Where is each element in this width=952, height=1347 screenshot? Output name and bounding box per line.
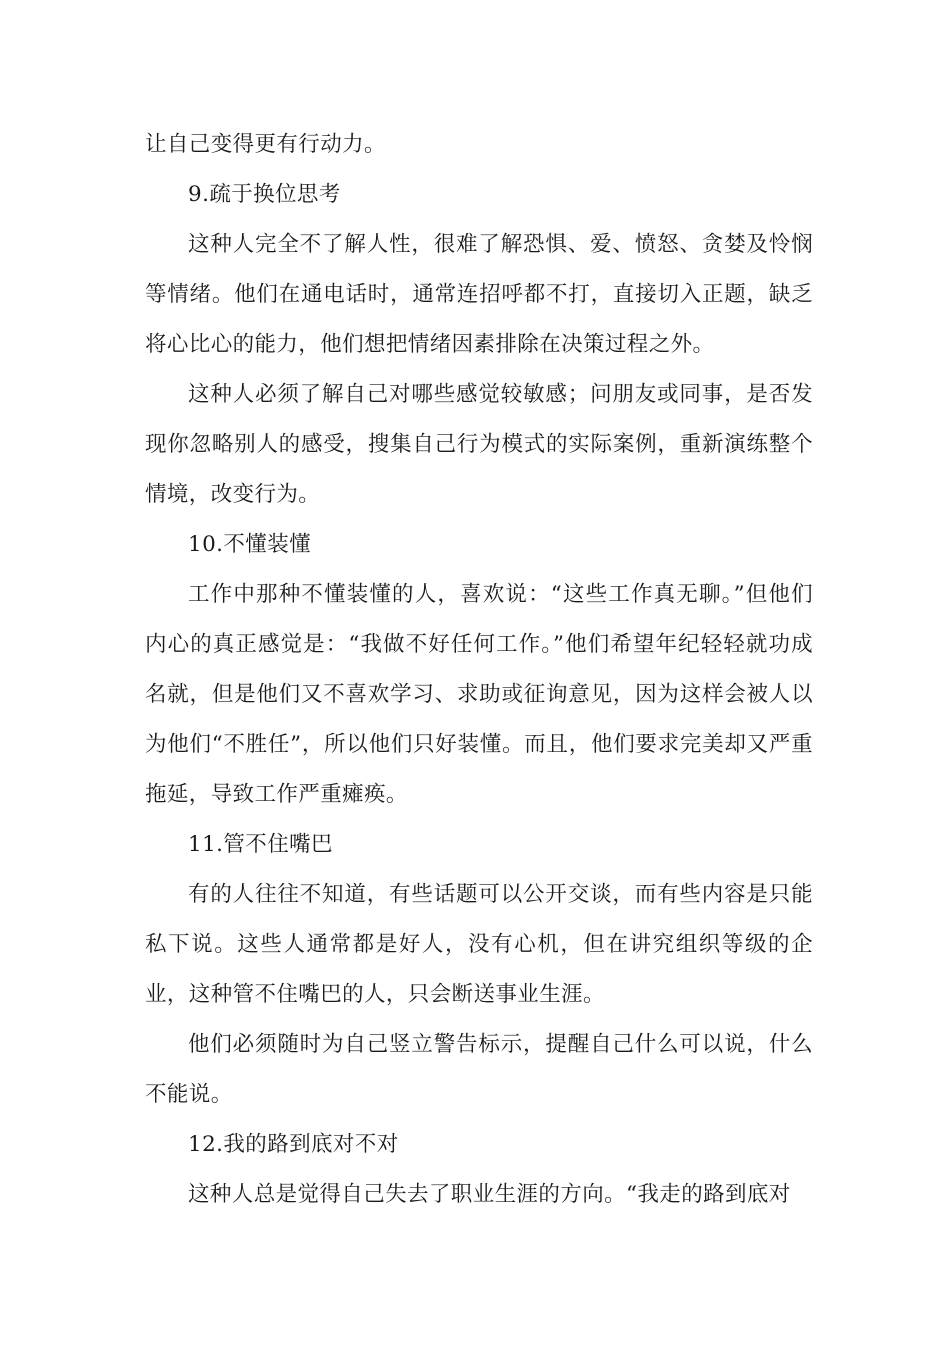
section-heading-12: 12.我的路到底对不对	[188, 1132, 399, 1157]
section-heading-11: 11.管不住嘴巴	[188, 832, 333, 857]
paragraph: 工作中那种不懂装懂的人，喜欢说：“这些工作真无聊。”但他们内心的真正感觉是：“我做不好任何工作。”他们希望年纪轻轻就功成名就，但是他们又不喜欢学习、求助或征询意见，因为这样会被人以为他们“不胜任”，所以他们只好装懂。而且，他们要求完美却又严重拖延，导致工作严重瘫痪。	[145, 582, 813, 807]
paragraph: 这种人总是觉得自己失去了职业生涯的方向。“我走的路到底对	[188, 1182, 791, 1207]
paragraph: 这种人完全不了解人性，很难了解恐惧、爱、愤怒、贪婪及怜悯等情绪。他们在通电话时，通常连招呼都不打，直接切入正题，缺乏将心比心的能力，他们想把情绪因素排除在决策过程之外。	[145, 232, 813, 357]
paragraph: 有的人往往不知道，有些话题可以公开交谈，而有些内容是只能私下说。这些人通常都是好人，没有心机，但在讲究组织等级的企业，这种管不住嘴巴的人，只会断送事业生涯。	[145, 882, 813, 1007]
section-heading-9: 9.疏于换位思考	[188, 182, 341, 207]
paragraph-continuation: 让自己变得更有行动力。	[145, 132, 386, 157]
section-heading-10: 10.不懂装懂	[188, 532, 311, 557]
paragraph: 他们必须随时为自己竖立警告标示，提醒自己什么可以说，什么不能说。	[145, 1032, 813, 1107]
paragraph: 这种人必须了解自己对哪些感觉较敏感；问朋友或同事，是否发现你忽略别人的感受，搜集自己行为模式的实际案例，重新演练整个情境，改变行为。	[145, 382, 813, 507]
document-body	[145, 120, 813, 1220]
